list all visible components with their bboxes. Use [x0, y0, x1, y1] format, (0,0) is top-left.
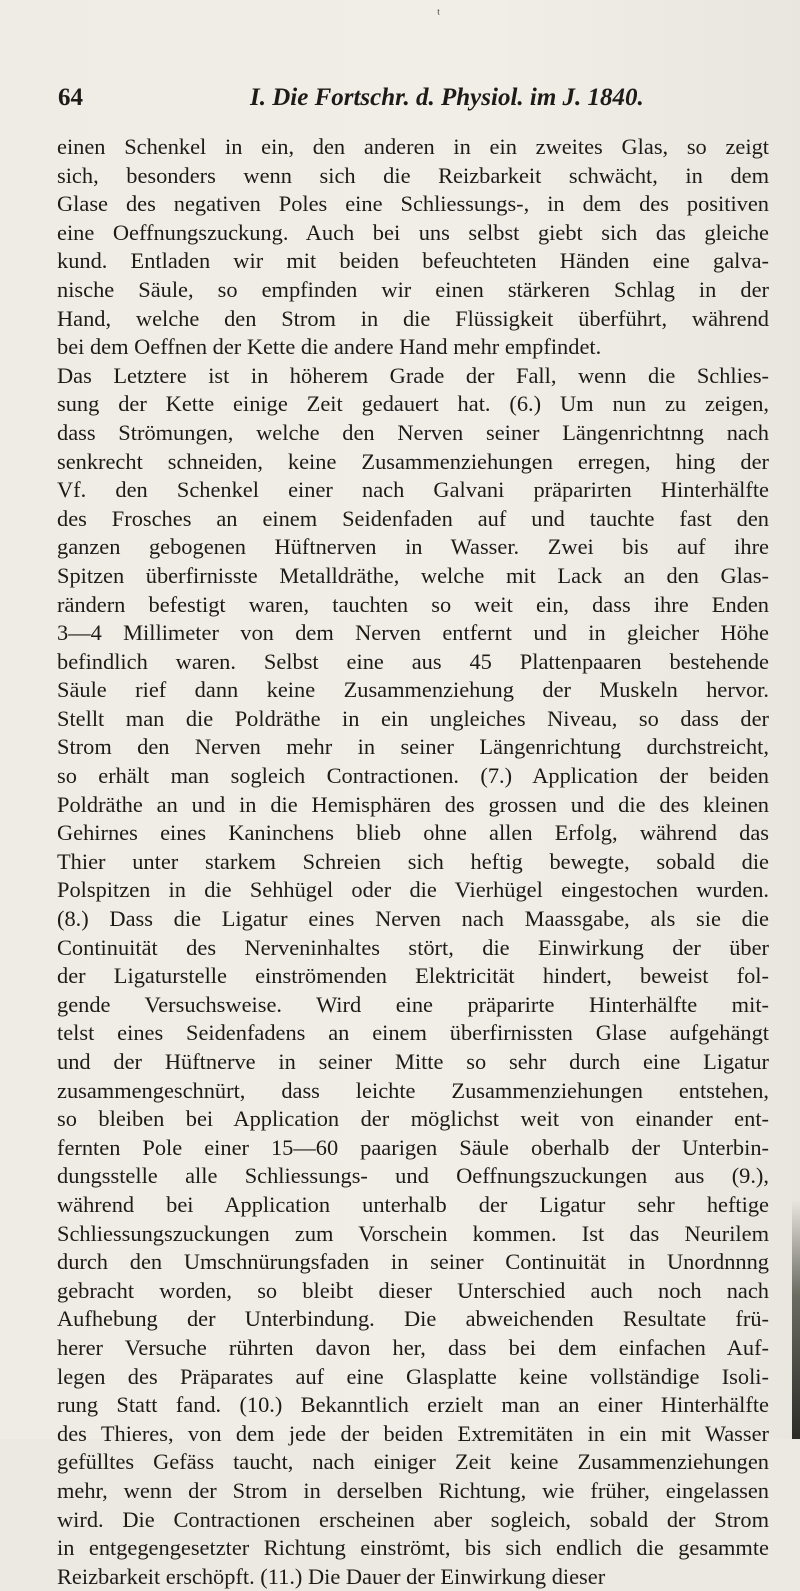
text-line: der Ligaturstelle einströmenden Elektricität hindert, beweist fol- [57, 963, 769, 989]
text-line: dass Strömungen, welche den Nerven seiner Längenrichtnng nach [57, 419, 769, 445]
text-line: senkrecht schneiden, keine Zusammenziehungen erregen, hing der [57, 448, 769, 474]
body-text [57, 133, 769, 1591]
text-line: telst eines Seidenfadens an einem überfirnissten Glase aufgehängt [57, 1020, 769, 1046]
text-line: rändern befestigt waren, tauchten so weit ein, dass ihre Enden [57, 591, 769, 617]
text-line: einen Schenkel in ein, den anderen in ein zweites Glas, so zeigt [57, 134, 769, 159]
text-line: befindlich waren. Selbst eine aus 45 Plattenpaaren bestehende [57, 648, 769, 674]
text-line: sung der Kette einige Zeit gedauert hat. (6.) Um nun zu zeigen, [57, 391, 769, 417]
text-line: des Thieres, von dem jede der beiden Extremitäten in ein mit Wasser [57, 1420, 769, 1446]
running-head [58, 84, 758, 114]
text-line: Aufhebung der Unterbindung. Die abweichenden Resultate frü- [57, 1306, 769, 1332]
text-line: so bleiben bei Application der möglichst weit von einander ent- [57, 1106, 769, 1132]
text-line: ganzen gebogenen Hüftnerven in Wasser. Zwei bis auf ihre [57, 534, 769, 560]
text-line: zusammengeschnürt, dass leichte Zusammenziehungen entstehen, [57, 1077, 769, 1103]
page-top-mark: ᵗ [437, 6, 441, 23]
text-line: Glase des negativen Poles eine Schliessungs-, in dem des positiven [57, 191, 769, 217]
text-line: Schliessungszuckungen zum Vorschein kommen. Ist das Neurilem [57, 1220, 769, 1246]
text-line: 3—4 Millimeter von dem Nerven entfernt und in gleicher Höhe [57, 620, 769, 646]
text-line: Continuität des Nerveninhaltes stört, die Einwirkung der über [57, 934, 769, 960]
text-line: mehr, wenn der Strom in derselben Richtung, wie früher, eingelassen [57, 1477, 769, 1503]
text-line: so erhält man sogleich Contractionen. (7.) Application der beiden [57, 763, 769, 789]
text-line: herer Versuche rührten davon her, dass bei dem einfachen Auf- [57, 1334, 769, 1360]
text-line: Reizbarkeit erschöpft. (11.) Die Dauer der Einwirkung dieser [57, 1563, 606, 1589]
text-line: sich, besonders wenn sich die Reizbarkeit schwächt, in dem [57, 162, 769, 188]
text-line: Vf. den Schenkel einer nach Galvani präparirten Hinterhälfte [57, 477, 769, 503]
text-line: dungsstelle alle Schliessungs- und Oeffnungszuckungen aus (9.), [57, 1163, 769, 1189]
text-line: Thier unter starkem Schreien sich heftig bewegte, sobald die [57, 848, 769, 874]
text-line: durch den Umschnürungsfaden in seiner Continuität in Unordnnng [57, 1249, 769, 1275]
text-line: Gehirnes eines Kaninchens blieb ohne allen Erfolg, während das [57, 820, 769, 846]
text-line: Hand, welche den Strom in die Flüssigkeit überführt, während [57, 305, 769, 331]
text-line: Stellt man die Poldräthe in ein ungleiches Niveau, so dass der [57, 705, 769, 731]
text-line: Das Letztere ist in höherem Grade der Fall, wenn die Schlies- [57, 362, 769, 388]
text-line: nische Säule, so empfinden wir einen stärkeren Schlag in der [57, 276, 769, 302]
text-line: kund. Entladen wir mit beiden befeuchteten Händen eine galva- [57, 248, 769, 274]
text-line: Säule rief dann keine Zusammenziehung der Muskeln hervor. [57, 677, 769, 703]
text-line: (8.) Dass die Ligatur eines Nerven nach Maassgabe, als sie die [57, 906, 769, 932]
text-line: in entgegengesetzter Richtung einströmt, bis sich endlich die gesammte [57, 1535, 769, 1561]
text-line: und der Hüftnerve in seiner Mitte so sehr durch eine Ligatur [57, 1049, 769, 1074]
text-line: eine Oeffnungszuckung. Auch bei uns selbst giebt sich das gleiche [57, 219, 769, 245]
text-line: des Frosches an einem Seidenfaden auf und tauchte fast den [57, 505, 769, 531]
page-number: 64 [58, 84, 83, 111]
text-line: Spitzen überfirnisste Metalldräthe, welche mit Lack an den Glas- [57, 562, 769, 588]
text-line: während bei Application unterhalb der Ligatur sehr heftige [57, 1191, 769, 1217]
text-line: gefülltes Gefäss taucht, nach einiger Zeit keine Zusammenziehungen [57, 1449, 769, 1475]
text-line: bei dem Oeffnen der Kette die andere Hand mehr empfindet. [57, 334, 602, 360]
text-line: gende Versuchsweise. Wird eine präparirte Hinterhälfte mit- [57, 991, 769, 1017]
text-line: legen des Präparates auf eine Glasplatte keine vollständige Isoli- [57, 1363, 769, 1389]
text-line: rung Statt fand. (10.) Bekanntlich erzielt man an einer Hinterhälfte [57, 1392, 769, 1418]
running-title: I. Die Fortschr. d. Physiol. im J. 1840. [250, 84, 644, 111]
text-line: Poldräthe an und in die Hemisphären des grossen und die des kleinen [57, 791, 769, 817]
text-line: Strom den Nerven mehr in seiner Längenrichtung durchstreicht, [57, 734, 769, 760]
text-line: gebracht worden, so bleibt dieser Unterschied auch noch nach [57, 1277, 769, 1303]
text-line: fernten Pole einer 15—60 paarigen Säule oberhalb der Unterbin- [57, 1134, 769, 1160]
text-line: wird. Die Contractionen erscheinen aber sogleich, sobald der Strom [57, 1506, 769, 1532]
scan-edge-shadow [792, 1200, 800, 1439]
text-line: Polspitzen in die Sehhügel oder die Vierhügel eingestochen wurden. [57, 877, 769, 903]
